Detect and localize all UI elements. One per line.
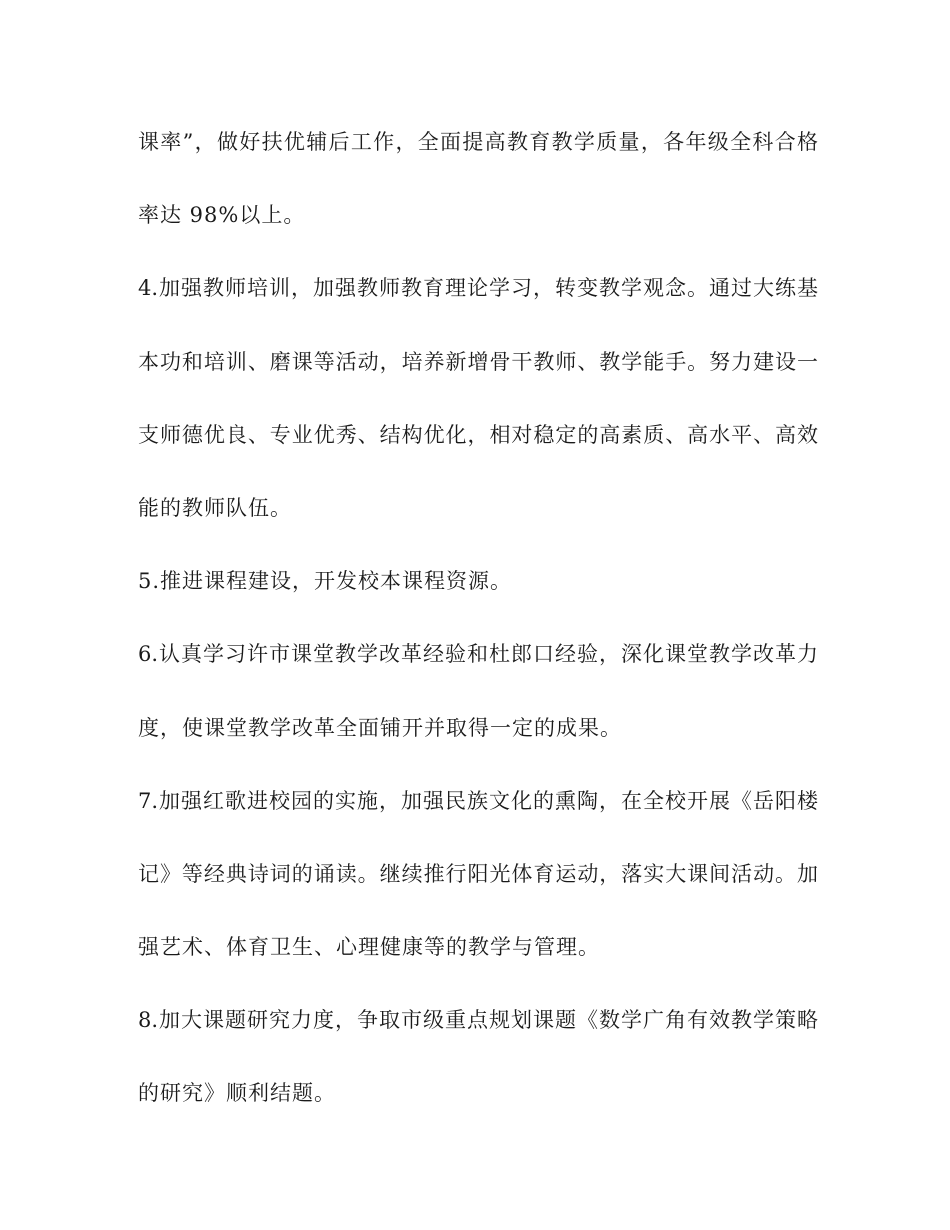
text-line: 本功和培训、磨课等活动，培养新增骨干教师、教学能手。努力建设一 — [138, 349, 818, 374]
text-line: 4.加强教师培训，加强教师教育理论学习，转变教学观念。通过大练基 — [138, 276, 818, 301]
text-line: 6.认真学习许市课堂教学改革经验和杜郎口经验，深化课堂教学改革力 — [138, 642, 818, 667]
text-line: 率达 98%以上。 — [138, 203, 306, 228]
text-line: 5.推进课程建设，开发校本课程资源。 — [138, 569, 513, 594]
text-line: 8.加大课题研究力度，争取市级重点规划课题《数学广角有效教学策略 — [138, 1008, 818, 1033]
text-line: 的研究》顺利结题。 — [138, 1081, 336, 1106]
text-line: 7.加强红歌进校园的实施，加强民族文化的熏陶，在全校开展《岳阳楼 — [138, 788, 818, 813]
text-line: 强艺术、体育卫生、心理健康等的教学与管理。 — [138, 935, 600, 960]
document-body — [138, 120, 818, 1145]
text-line: 支师德优良、专业优秀、结构优化，相对稳定的高素质、高水平、高效 — [138, 422, 818, 447]
text-line: 课率”，做好扶优辅后工作，全面提高教育教学质量，各年级全科合格 — [138, 130, 818, 154]
text-line: 记》等经典诗词的诵读。继续推行阳光体育运动，落实大课间活动。加 — [138, 861, 818, 886]
text-line: 能的教师队伍。 — [138, 495, 292, 520]
text-line: 度，使课堂教学改革全面铺开并取得一定的成果。 — [138, 715, 622, 740]
